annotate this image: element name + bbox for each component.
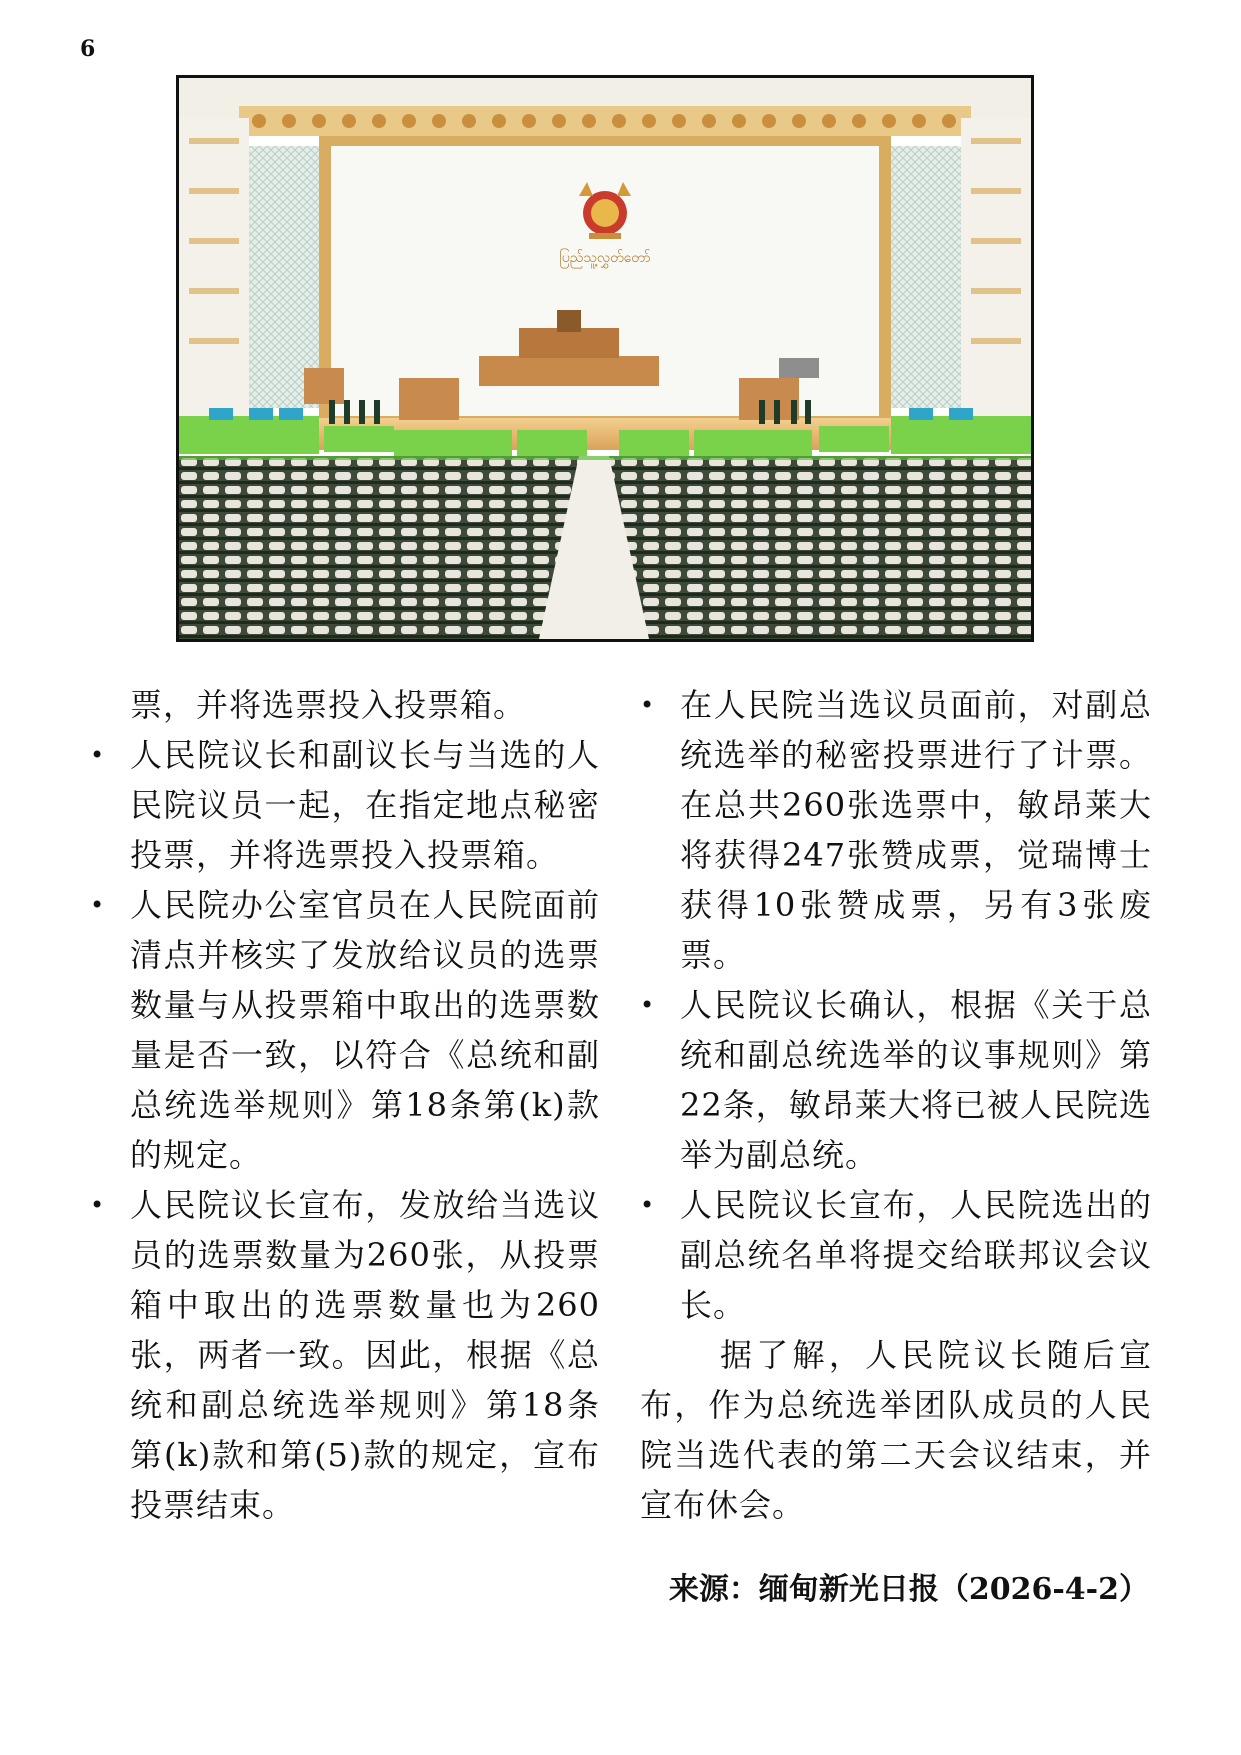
page-number: 6 bbox=[80, 36, 96, 62]
list-item: • 人民院办公室官员在人民院面前清点并核实了发放给议员的选票数量与从投票箱中取出的选票数量是否一致，以符合《总统和副总统选举规则》第18条第(k)款的规定。 bbox=[90, 880, 600, 1180]
list-item: • 人民院议长宣布，发放给当选议员的选票数量为260张，从投票箱中取出的选票数量也为260张，两者一致。因此，根据《总统和副总统选举规则》第18条第(k)款和第(5)款的规定，宣布投票结束。 bbox=[90, 1180, 600, 1530]
parliament-hall-illustration bbox=[179, 78, 1031, 639]
list-item: • 在人民院当选议员面前，对副总统选举的秘密投票进行了计票。在总共260张选票中，敏昂莱大将获得247张赞成票，觉瑞博士获得10张赞成票，另有3张废票。 bbox=[640, 680, 1152, 980]
closing-paragraph: 据了解，人民院议长随后宣布，作为总统选举团队成员的人民院当选代表的第二天会议结束，并宣布休会。 bbox=[640, 1336, 1152, 1524]
list-item: • 人民院议长和副议长与当选的人民院议员一起，在指定地点秘密投票，并将选票投入投票箱。 bbox=[90, 730, 600, 880]
list-item: • 人民院议长确认，根据《关于总统和副总统选举的议事规则》第22条，敏昂莱大将已被人民院选举为副总统。 bbox=[640, 980, 1152, 1180]
source-line: 来源：缅甸新光日报（2026-4-2） bbox=[668, 1572, 1149, 1607]
list-item: • 人民院议长宣布，人民院选出的副总统名单将提交给联邦议会议长。 bbox=[640, 1180, 1152, 1330]
continuation-text: 票，并将选票投入投票箱。 bbox=[130, 686, 527, 724]
emblem-caption: ပြည်သူ့လွှတ်တော် bbox=[559, 250, 651, 266]
parliament-photo bbox=[176, 75, 1034, 642]
right-column bbox=[640, 680, 1152, 1530]
left-column bbox=[90, 680, 600, 1530]
